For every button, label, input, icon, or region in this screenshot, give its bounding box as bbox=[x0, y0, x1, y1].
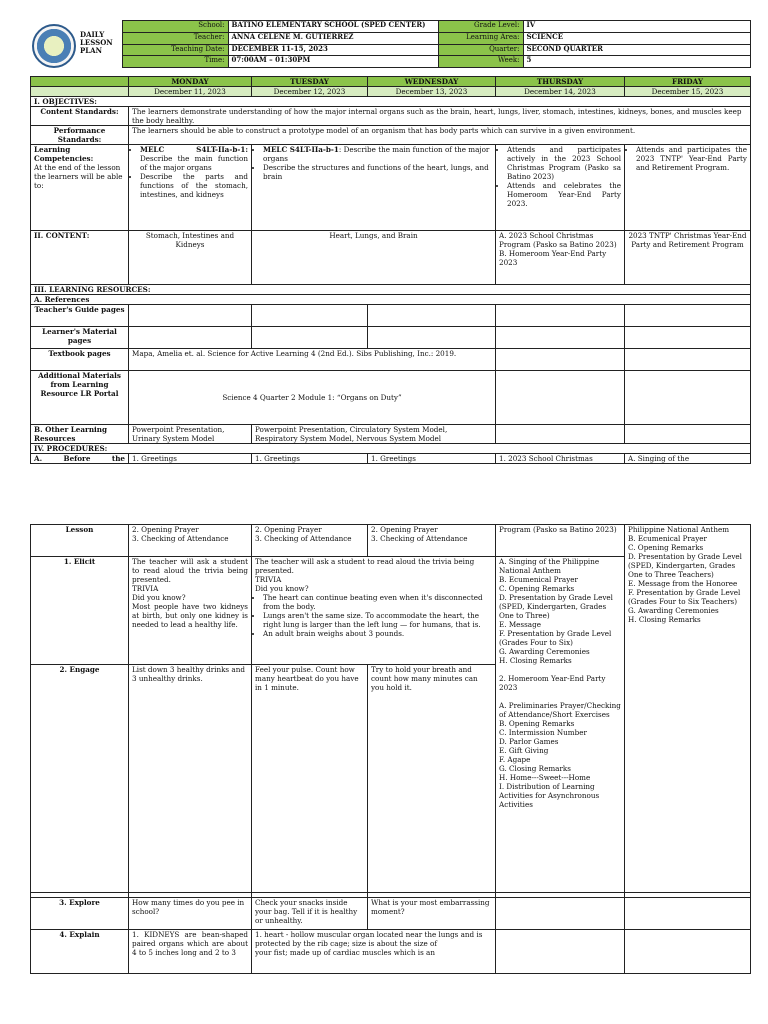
engage-tuesday: Feel your pulse. Count how many heartbeat do you have in 1 minute. bbox=[252, 665, 368, 893]
competencies-monday bbox=[129, 145, 252, 231]
thu-competency-2: • Attends and celebrates the Homeroom Year-End Party 2023. bbox=[507, 181, 621, 208]
other-resources-tue-wed: Powerpoint Presentation, Circulatory System Model, Respiratory System Model, Nervous System Model bbox=[252, 425, 496, 444]
other-resources-label: B. Other Learning Resources bbox=[31, 425, 129, 444]
date-tuesday: December 12, 2023 bbox=[252, 87, 368, 97]
lesson-tuesday: 2. Opening Prayer 3. Checking of Attendance bbox=[252, 525, 368, 557]
performance-standards: The learners should be able to construct a prototype model of an organism that has body parts which can survive in a given environment. bbox=[129, 126, 751, 145]
content-heading: II. CONTENT: bbox=[31, 231, 129, 285]
competencies-friday bbox=[625, 145, 751, 231]
before-friday: A. Singing of the bbox=[625, 454, 751, 464]
day-friday: FRIDAY bbox=[625, 77, 751, 87]
tue-competency-2: • Describe the structures and functions of the heart, lungs, and brain bbox=[263, 163, 492, 181]
area-value: SCIENCE bbox=[523, 32, 750, 44]
day-monday: MONDAY bbox=[129, 77, 252, 87]
performance-standards-label: Performance Standards: bbox=[31, 126, 129, 145]
day-wednesday: WEDNESDAY bbox=[368, 77, 496, 87]
week-value: 5 bbox=[523, 56, 750, 68]
explain-monday: 1. KIDNEYS are bean-shaped paired organs which are about 4 to 5 inches long and 2 to 3 bbox=[129, 930, 252, 974]
tue-competency-1: • MELC S4LT-IIa-b-1: Describe the main function of the major organs bbox=[263, 145, 492, 163]
day-tuesday: TUESDAY bbox=[252, 77, 368, 87]
explore-tuesday: Check your snacks inside your bag. Tell if it is healthy or unhealthy. bbox=[252, 898, 368, 930]
content-thursday: A. 2023 School Christmas Program (Pasko sa Batino 2023) B. Homeroom Year-End Party 2023 bbox=[496, 231, 625, 285]
teacher-guide-label: Teacher's Guide pages bbox=[31, 305, 129, 327]
competencies-thursday bbox=[496, 145, 625, 231]
date-label: Teaching Date: bbox=[122, 44, 228, 56]
time-value: 07:00AM – 01:30PM bbox=[228, 56, 438, 68]
additional-materials-label: Additional Materials from Learning Resource LR Portal bbox=[31, 371, 129, 425]
before-lesson-label: A. Before the bbox=[31, 454, 129, 464]
content-friday: 2023 TNTP' Christmas Year-End Party and Retirement Program bbox=[625, 231, 751, 285]
engage-monday: List down 3 healthy drinks and 3 unhealthy drinks. bbox=[129, 665, 252, 893]
thursday-activities: A. Singing of the Philippine National Anthem B. Ecumenical Prayer C. Opening Remarks D. Presentation by Grade Level (SPED, Kindergarten, Grades One to Three) E. Message F. Presentation by Grade Level (Grades Four to Six) G. Awarding Ceremonies H. Closing Remarks 2. Homeroom Year-End Party 2023 A. Preliminaries Prayer/Checking of Attendance/Short Exercises B. Opening Remarks C. Intermission Number D. Parlor Games E. Gift Giving F. Agape G. Closing Remarks H. Home---Sweet---Home I. Distribution of Learning Activities for Asynchronous Activities bbox=[496, 557, 625, 893]
lesson-thursday: Program (Pasko sa Batino 2023) bbox=[496, 525, 625, 557]
time-label: Time: bbox=[122, 56, 228, 68]
before-monday: 1. Greetings bbox=[129, 454, 252, 464]
dlp-header bbox=[30, 20, 750, 68]
procedures-heading: IV. PROCEDURES: bbox=[31, 444, 751, 454]
before-wednesday: 1. Greetings bbox=[368, 454, 496, 464]
explore-wednesday: What is your most embarrassing moment? bbox=[368, 898, 496, 930]
before-thursday: 1. 2023 School Christmas bbox=[496, 454, 625, 464]
elicit-tue-intro: The teacher will ask a student to read aloud the trivia being presented. TRIVIA Did you know? bbox=[255, 557, 475, 593]
mon-competency-2: • Describe the parts and functions of the stomach, intestines, and kidneys bbox=[140, 172, 248, 199]
before-tuesday: 1. Greetings bbox=[252, 454, 368, 464]
objectives-heading: I. OBJECTIVES: bbox=[31, 97, 751, 107]
deped-seal bbox=[30, 21, 77, 68]
corner-cell-2 bbox=[31, 87, 129, 97]
lesson-wednesday: 2. Opening Prayer 3. Checking of Attendance bbox=[368, 525, 496, 557]
plan-title-line-2: LESSON bbox=[80, 37, 113, 47]
elicit-monday: The teacher will ask a student to read aloud the trivia being presented. TRIVIA Did you know? Most people have two kidneys at birth, but only one kidney is needed to lead a healthy life. bbox=[129, 557, 252, 665]
mon-competency-1: • MELC S4LT-IIa-b-1: Describe the main function of the major organs bbox=[140, 145, 248, 172]
content-monday: Stomach, Intestines and Kidneys bbox=[129, 231, 252, 285]
fri-competency-1: • Attends and participates the 2023 TNTP' Year-End Party and Retirement Program. bbox=[636, 145, 747, 172]
grade-value: IV bbox=[523, 21, 750, 33]
corner-cell bbox=[31, 77, 129, 87]
learner-material-label: Learner's Material pages bbox=[31, 327, 129, 349]
date-monday: December 11, 2023 bbox=[129, 87, 252, 97]
thu-competency-1: • Attends and participates actively in the 2023 School Christmas Program (Pasko sa Batino 2023) bbox=[507, 145, 621, 181]
content-tue-wed: Heart, Lungs, and Brain bbox=[252, 231, 496, 285]
competencies-tue-wed bbox=[252, 145, 496, 231]
textbook-value: Mapa, Amelia et. al. Science for Active Learning 4 (2nd Ed.). Sibs Publishing, Inc.: 2019. bbox=[129, 349, 496, 371]
lesson-table-page-2 bbox=[30, 524, 750, 974]
explain-tue-wed: 1. heart - hollow muscular organ located near the lungs and is protected by the rib cage; size is about the size of your fist; made up of cardiac muscles which is an bbox=[252, 930, 496, 974]
elicit-trivia-3: • An adult brain weighs about 3 pounds. bbox=[263, 629, 492, 638]
lesson-monday: 2. Opening Prayer 3. Checking of Attendance bbox=[129, 525, 252, 557]
content-standards: The learners demonstrate understanding of how the major internal organs such as the brain, heart, lungs, liver, stomach, intestines, kidneys, bones, and muscles keep the body healthy. bbox=[129, 107, 751, 126]
quarter-label: Quarter: bbox=[438, 44, 523, 56]
friday-activities: Philippine National Anthem B. Ecumenical Prayer C. Opening Remarks D. Presentation by Grade Level (SPED, Kindergarten, Grades One to Three Teachers) E. Message from the Honoree F. Presentation by Grade Level (Grades Four to Six Teachers) G. Awarding Ceremonies H. Closing Remarks bbox=[625, 525, 751, 893]
week-label: Week: bbox=[438, 56, 523, 68]
competencies-sub: At the end of the lesson the learners will be able to: bbox=[34, 163, 123, 190]
engage-wednesday: Try to hold your breath and count how many minutes can you hold it. bbox=[368, 665, 496, 893]
textbook-label: Textbook pages bbox=[31, 349, 129, 371]
school-label: School: bbox=[122, 21, 228, 33]
other-resources-monday: Powerpoint Presentation, Urinary System Model bbox=[129, 425, 252, 444]
plan-title-line-3: PLAN bbox=[80, 45, 103, 55]
elicit-label: 1. Elicit bbox=[31, 557, 129, 665]
date-wednesday: December 13, 2023 bbox=[368, 87, 496, 97]
resources-heading: III. LEARNING RESOURCES: bbox=[31, 285, 751, 295]
additional-materials-value: Science 4 Quarter 2 Module 1: “Organs on Duty” bbox=[129, 371, 496, 425]
date-value: DECEMBER 11-15, 2023 bbox=[228, 44, 438, 56]
competencies-label: Learning Competencies: bbox=[34, 145, 94, 163]
teacher-label: Teacher: bbox=[122, 32, 228, 44]
explain-label: 4. Explain bbox=[31, 930, 129, 974]
quarter-value: SECOND QUARTER bbox=[523, 44, 750, 56]
explore-label: 3. Explore bbox=[31, 898, 129, 930]
plan-title-line-1: DAILY bbox=[80, 29, 105, 39]
content-standards-label: Content Standards: bbox=[31, 107, 129, 126]
grade-label: Grade Level: bbox=[438, 21, 523, 33]
elicit-trivia-1: • The heart can continue beating even when it's disconnected from the body. bbox=[263, 593, 492, 611]
date-friday: December 15, 2023 bbox=[625, 87, 751, 97]
competencies-label-cell bbox=[31, 145, 129, 231]
elicit-trivia-2: • Lungs aren't the same size. To accommodate the heart, the right lung is larger than the left lung — for humans, that is. bbox=[263, 611, 492, 629]
engage-label: 2. Engage bbox=[31, 665, 129, 893]
elicit-tue-wed bbox=[252, 557, 496, 665]
references-heading: A. References bbox=[31, 295, 751, 305]
deped-seal-icon bbox=[32, 24, 76, 68]
date-thursday: December 14, 2023 bbox=[496, 87, 625, 97]
day-thursday: THURSDAY bbox=[496, 77, 625, 87]
lesson-label: Lesson bbox=[31, 525, 129, 557]
teacher-value: ANNA CELENE M. GUTIERREZ bbox=[228, 32, 438, 44]
plan-title bbox=[77, 21, 122, 68]
school-value: BATINO ELEMENTARY SCHOOL (SPED CENTER) bbox=[228, 21, 438, 33]
explore-monday: How many times do you pee in school? bbox=[129, 898, 252, 930]
area-label: Learning Area: bbox=[438, 32, 523, 44]
lesson-table-page-1 bbox=[30, 76, 750, 464]
